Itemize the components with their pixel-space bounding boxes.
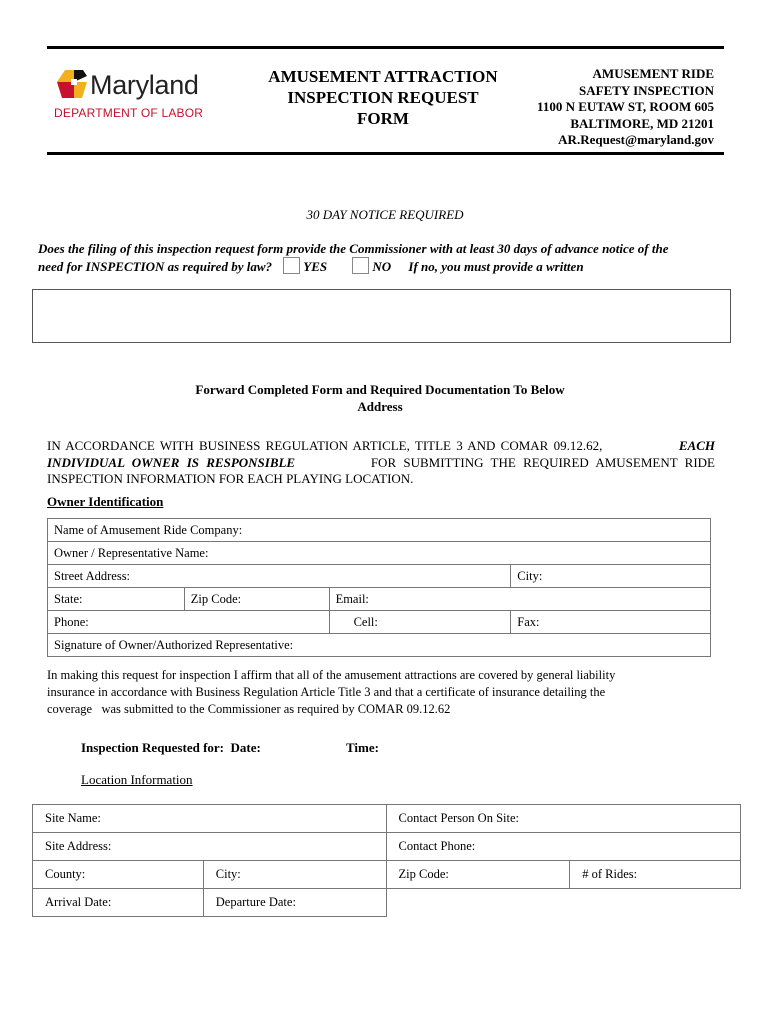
maryland-flag-icon (54, 66, 90, 102)
inspection-date-label: Inspection Requested for: Date: (81, 740, 261, 755)
fax-field[interactable]: Fax: (511, 611, 711, 634)
affirmation-paragraph: In making this request for inspection I affirm that all of the amusement attractions are covered by general liability insurance in accordance with Business Regulation Article Title 3 and that a certificate of insurance detailing the coverage was submitted to the Commissioner as required by COMAR 09.12.62 (47, 668, 616, 716)
contact-phone-field[interactable]: Contact Phone: (386, 833, 740, 861)
location-city-field[interactable]: City: (203, 861, 386, 889)
owner-table (47, 518, 711, 657)
accordance-paragraph: IN ACCORDANCE WITH BUSINESS REGULATION ARTICLE, TITLE 3 AND COMAR 09.12.62, EACH INDIVIDUAL OWNER IS RESPONSIBLE FOR SUBMITTING THE REQUIRED AMUSEMENT RIDE INSPECTION INFORMATION FOR EACH PLAYING LOCATION. (47, 438, 715, 486)
notice-question: Does the filing of this inspection request form provide the Commissioner with at least 30 days of advance notice of the need for INSPECTION as required by law? YES NO If no, you must provide a written (38, 241, 669, 274)
logo-department: DEPARTMENT OF LABOR (54, 106, 204, 120)
departure-date-field[interactable]: Departure Date: (203, 889, 386, 917)
email-link[interactable]: AR.Request@maryland.gov (558, 132, 714, 147)
notice-heading: 30 DAY NOTICE REQUIRED (306, 207, 464, 222)
location-zip-field[interactable]: Zip Code: (386, 861, 570, 889)
email-field[interactable]: Email: (329, 588, 710, 611)
arrival-date-field[interactable]: Arrival Date: (33, 889, 204, 917)
rides-count-field[interactable]: # of Rides: (570, 861, 741, 889)
phone-field[interactable]: Phone: (48, 611, 330, 634)
signature-field[interactable]: Signature of Owner/Authorized Representative: (48, 634, 711, 657)
inspection-time-label: Time: (346, 740, 379, 755)
maryland-logo (54, 66, 244, 122)
street-address-field[interactable]: Street Address: (48, 565, 511, 588)
header-bottom-rule (47, 152, 724, 155)
no-checkbox[interactable] (352, 257, 369, 274)
office-address: AMUSEMENT RIDE SAFETY INSPECTION 1100 N EUTAW ST, ROOM 605 BALTIMORE, MD 21201 AR.Request@maryland.gov (500, 66, 714, 149)
forward-instructions: Forward Completed Form and Required Documentation To Below Address (195, 382, 565, 414)
yes-checkbox[interactable] (283, 257, 300, 274)
cell-field[interactable]: Cell: (329, 611, 511, 634)
owner-section-heading: Owner Identification (47, 494, 164, 509)
representative-name-field[interactable]: Owner / Representative Name: (48, 542, 711, 565)
owner-city-field[interactable]: City: (511, 565, 711, 588)
logo-name: Maryland (90, 70, 199, 100)
owner-zip-field[interactable]: Zip Code: (184, 588, 329, 611)
site-address-field[interactable]: Site Address: (33, 833, 387, 861)
form-title: AMUSEMENT ATTRACTION INSPECTION REQUEST FORM (268, 67, 498, 128)
written-explanation-box[interactable] (32, 289, 731, 343)
company-name-field[interactable]: Name of Amusement Ride Company: (48, 519, 711, 542)
contact-person-field[interactable]: Contact Person On Site: (386, 805, 740, 833)
header-top-rule (47, 46, 724, 49)
site-name-field[interactable]: Site Name: (33, 805, 387, 833)
county-field[interactable]: County: (33, 861, 204, 889)
location-table (32, 804, 741, 917)
location-section-heading: Location Information (81, 772, 193, 787)
state-field[interactable]: State: (48, 588, 185, 611)
